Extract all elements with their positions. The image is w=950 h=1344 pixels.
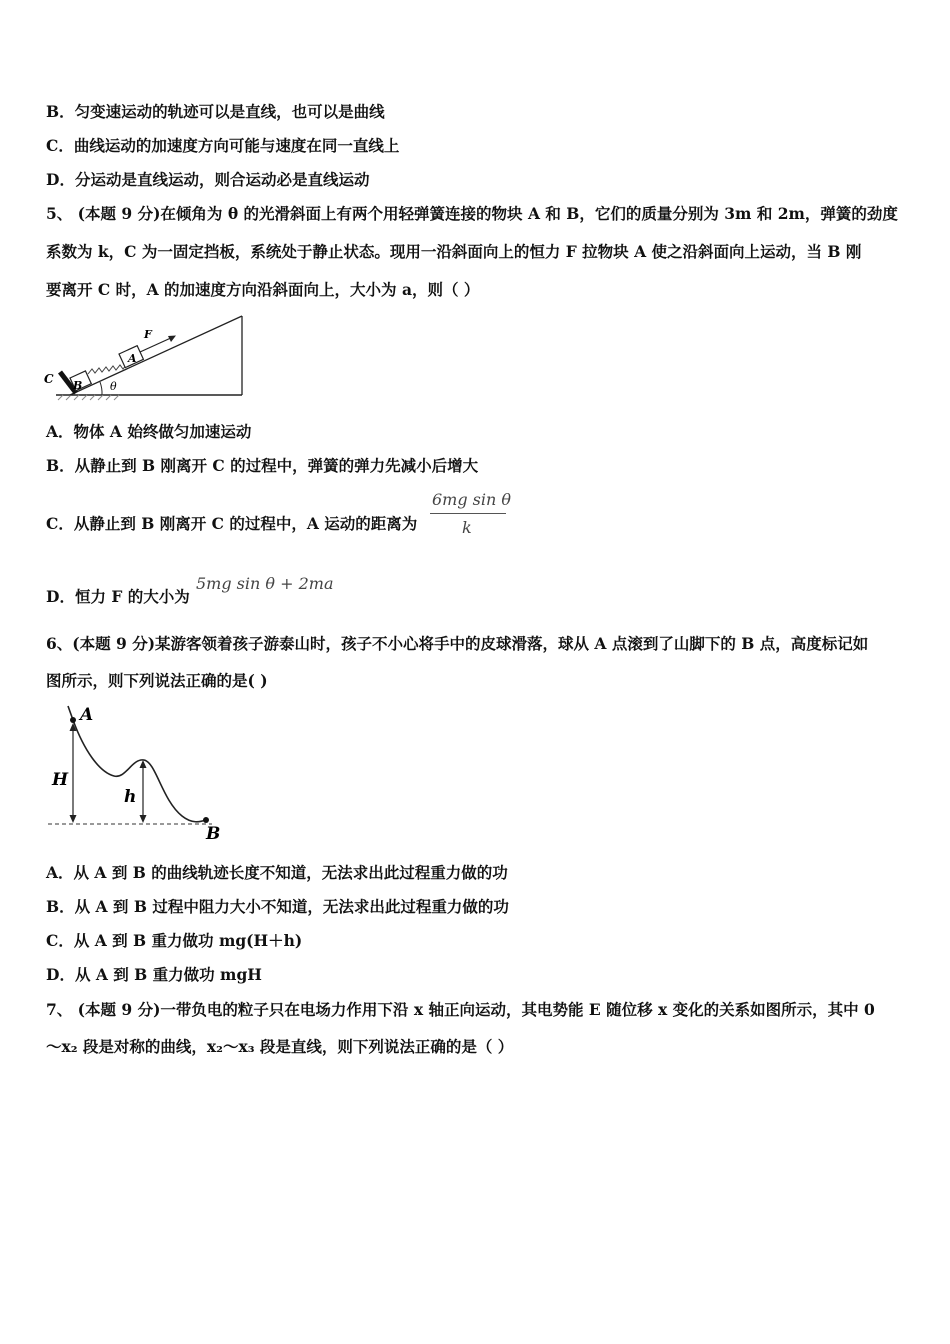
q5-c-label: C xyxy=(44,372,54,386)
q5-option-b: B．从静止到 B 刚离开 C 的过程中，弹簧的弹力先减小后增大 xyxy=(46,456,479,475)
q6-option-b: B．从 A 到 B 过程中阻力大小不知道，无法求出此过程重力做的功 xyxy=(46,897,509,916)
q6-small-h-label: h xyxy=(124,787,137,807)
q6-stem-line2: 图所示，则下列说法正确的是( ) xyxy=(46,671,268,690)
q4-option-c: C．曲线运动的加速度方向可能与速度在同一直线上 xyxy=(46,136,400,155)
q5-option-c-fraction-bar xyxy=(430,513,506,514)
q5-theta-label: θ xyxy=(110,380,117,393)
q6-b-label: B xyxy=(206,824,221,844)
q5-option-d: D．恒力 F 的大小为 xyxy=(46,587,190,606)
q5-f-label: F xyxy=(144,328,152,341)
q6-option-c: C．从 A 到 B 重力做功 mg(H＋h) xyxy=(46,931,303,950)
q7-stem-line1: 7、 (本题 9 分)一带负电的粒子只在电场力作用下沿 x 轴正向运动，其电势能 E 随位移 x 变化的关系如图所示，其中 0 xyxy=(46,1000,875,1019)
q5-incline-figure xyxy=(40,310,250,405)
q5-option-d-expression: 5mg sin θ + 2ma xyxy=(196,574,334,593)
q7-stem-line2: ～x₂ 段是对称的曲线，x₂～x₃ 段是直线，则下列说法正确的是（ ） xyxy=(46,1037,514,1056)
q6-stem-line1: 6、(本题 9 分)某游客领着孩子游泰山时，孩子不小心将手中的皮球滑落，球从 A 点滚到了山脚下的 B 点，高度标记如 xyxy=(46,634,869,653)
q6-option-a: A．从 A 到 B 的曲线轨迹长度不知道，无法求出此过程重力做的功 xyxy=(46,863,508,882)
q6-hill-figure xyxy=(44,700,234,845)
q6-option-d: D．从 A 到 B 重力做功 mgH xyxy=(46,965,262,984)
q4-option-b: B．匀变速运动的轨迹可以是直线，也可以是曲线 xyxy=(46,102,385,121)
q5-stem-line3: 要离开 C 时，A 的加速度方向沿斜面向上，大小为 a，则（ ） xyxy=(46,280,480,299)
q5-option-c-numerator: 6mg sin θ xyxy=(432,490,512,509)
q5-stem-line1: 5、 (本题 9 分)在倾角为 θ 的光滑斜面上有两个用轻弹簧连接的物块 A 和 B，它们的质量分别为 3m 和 2m，弹簧的劲度 xyxy=(46,204,898,223)
q6-big-h-label: H xyxy=(52,770,69,790)
q4-option-d: D．分运动是直线运动，则合运动必是直线运动 xyxy=(46,170,370,189)
q6-a-label: A xyxy=(80,705,94,725)
q5-option-a: A．物体 A 始终做匀加速运动 xyxy=(46,422,252,441)
q5-a-label: A xyxy=(128,352,137,365)
q5-option-c-denominator: k xyxy=(462,518,472,537)
q5-stem-line2: 系数为 k，C 为一固定挡板，系统处于静止状态。现用一沿斜面向上的恒力 F 拉物块 A 使之沿斜面向上运动，当 B 刚 xyxy=(46,242,862,261)
q5-option-c: C．从静止到 B 刚离开 C 的过程中，A 运动的距离为 xyxy=(46,514,418,533)
q5-b-label: B xyxy=(73,379,83,392)
